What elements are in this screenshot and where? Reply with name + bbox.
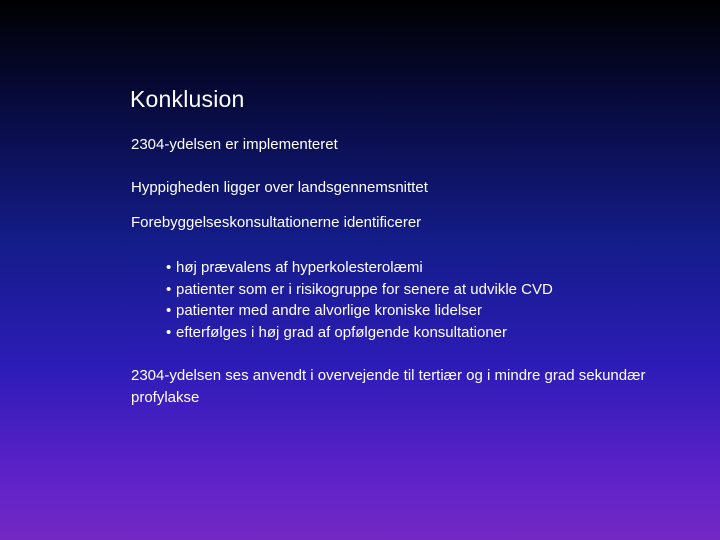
paragraph-frequency: Hyppigheden ligger over landsgennemsnittet (131, 179, 428, 196)
paragraph-identifies: Forebyggelseskonsultationerne identificerer (131, 214, 422, 231)
slide-title: Konklusion (130, 86, 245, 112)
bullet-text: patienter som er i risikogruppe for senere at udvikle CVD (176, 280, 553, 298)
bullet-list (166, 257, 553, 343)
bullet-text: efterfølges i høj grad af opfølgende konsultationer (176, 323, 508, 341)
list-item (166, 322, 553, 344)
bullet-icon: • (166, 259, 172, 276)
bullet-icon: • (166, 323, 172, 341)
paragraph-implemented: 2304-ydelsen er implementeret (131, 136, 338, 153)
list-item (166, 300, 553, 322)
bullet-text: patienter med andre alvorlige kroniske lidelser (176, 302, 482, 319)
paragraph-closing: 2304-ydelsen ses anvendt i overvejende til tertiær og i mindre grad sekundær profylakse (131, 367, 646, 406)
bullet-text: høj prævalens af hyperkolesterolæmi (176, 259, 423, 276)
list-item (166, 279, 553, 301)
bullet-icon: • (166, 302, 172, 319)
bullet-icon: • (166, 280, 172, 298)
list-item (166, 257, 553, 279)
